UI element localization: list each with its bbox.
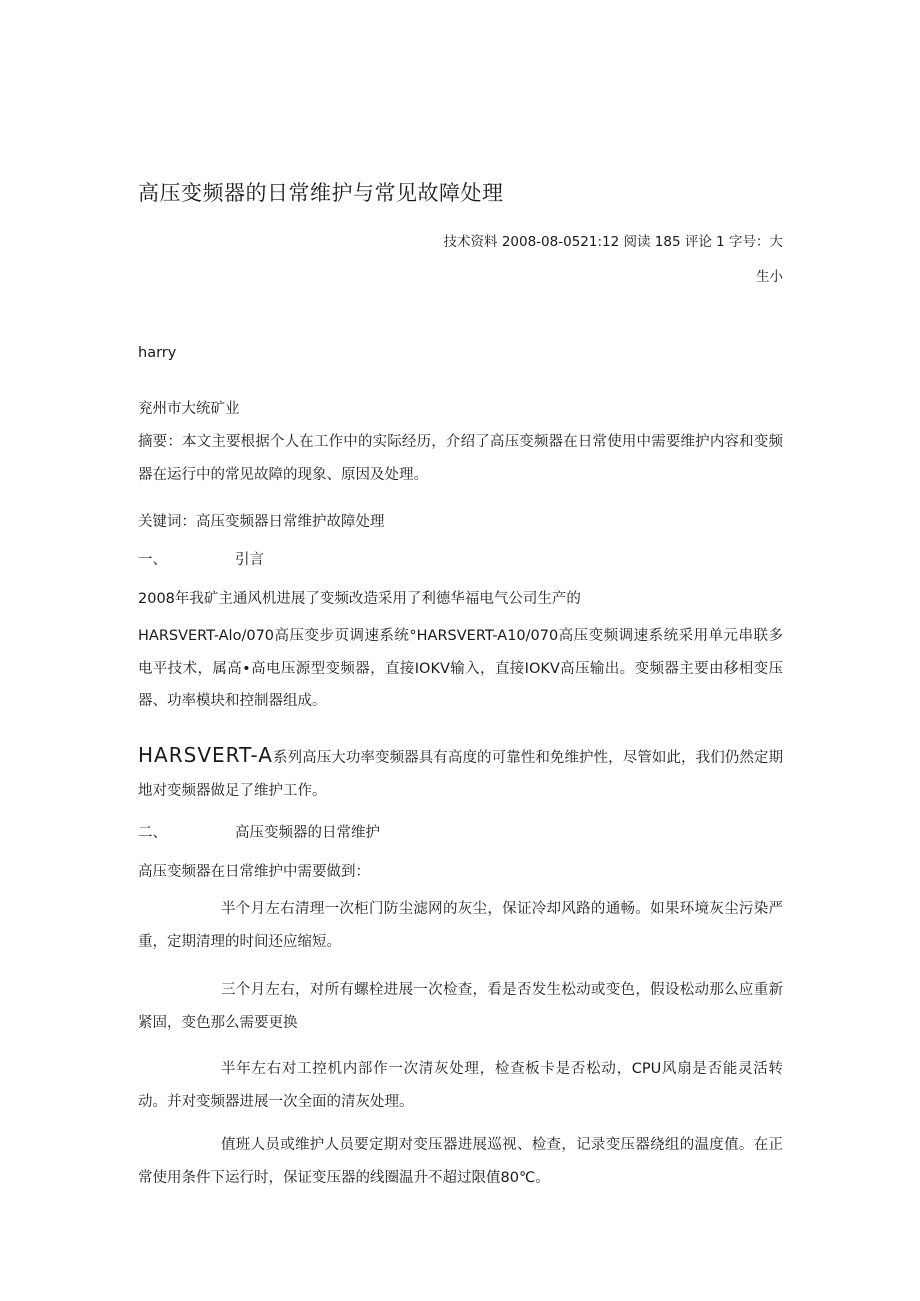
abstract-paragraph: 摘要：本文主要根据个人在工作中的实际经历，介绍了高压变频器在日常使用中需要维护内容和变频器在运行中的常见故障的现象、原因及处理。 xyxy=(138,434,783,483)
author-name: harry xyxy=(138,345,177,361)
list-item: 半个月左右清理一次柜门防尘滤网的灰尘，保证冷却风路的通畅。如果环境灰尘污染严重，定期清理的时间还应缩短。 xyxy=(138,901,783,950)
paragraph-line: 2008年我矿主通风机进展了变频改造采用了利德华福电气公司生产的 xyxy=(138,591,581,607)
keywords-line: 关键词：高压变频器日常维护故障处理 xyxy=(138,514,385,530)
list-item: 半年左右对工控机内部作一次清灰处理，检查板卡是否松动，CPU风扇是否能灵活转动。并对变频器进展一次全面的清灰处理。 xyxy=(138,1061,783,1110)
paragraph-line: 高压变频器在日常维护中需要做到： xyxy=(138,864,370,880)
list-item: 三个月左右，对所有螺栓进展一次检查，看是否发生松动或变色，假设松动那么应重新紧固，变色那么需要更换 xyxy=(138,982,783,1031)
paragraph-text: 系列高压大功率变频器具有高度的可靠性和免维护性，尽管如此，我们仍然定期地对变频器做足了维护工作。 xyxy=(138,750,783,799)
article-meta: 技术资料 2008-08-0521:12 阅读 185 评论 1 字号：大 xyxy=(443,234,783,250)
paragraph xyxy=(138,739,783,807)
author-organization: 兖州市大统矿业 xyxy=(138,401,240,417)
section-heading-2 xyxy=(138,823,380,843)
section-heading-1 xyxy=(138,550,264,570)
section-number: 二、 xyxy=(138,825,167,841)
page-title: 高压变频器的日常维护与常见故障处理 xyxy=(138,181,504,205)
article-meta-continued: 生小 xyxy=(756,269,783,285)
section-title: 高压变频器的日常维护 xyxy=(235,825,380,841)
paragraph: HARSVERT-Alo/070高压变步页调速系统°HARSVERT-A10/070高压变频调速系统采用单元串联多电平技术，属高•高电压源型变频器，直接IOKV输入，直接IOKV高压输出。变频器主要由移相变压器、功率模块和控制器组成。 xyxy=(138,628,783,709)
product-name: HARSVERT-A xyxy=(138,743,273,767)
section-number: 一、 xyxy=(138,552,167,568)
list-item: 值班人员或维护人员要定期对变压器进展巡视、检查，记录变压器绕组的温度值。在正常使用条件下运行时，保证变压器的线圈温升不超过限值80℃。 xyxy=(138,1137,783,1186)
section-title: 引言 xyxy=(235,552,264,568)
